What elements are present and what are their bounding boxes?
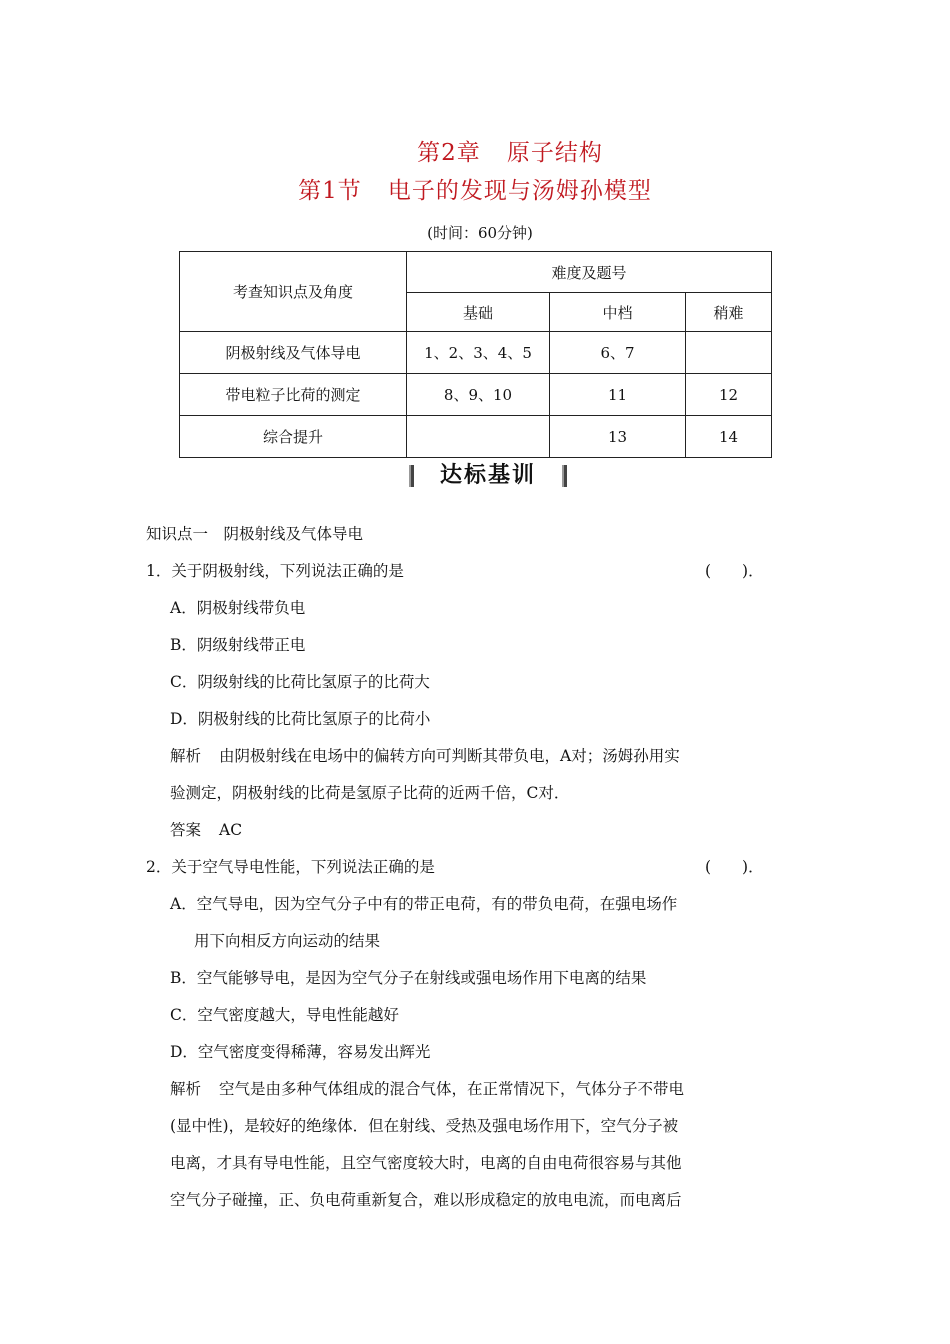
q2-analysis-line-2: (显中性)，是较好的绝缘体．但在射线、受热及强电场作用下，空气分子被 [170,1117,679,1135]
q2-option-a: A．空气导电，因为空气分子中有的带正电荷，有的带负电荷，在强电场作 [170,895,678,913]
q2-stem: 2．关于空气导电性能，下列说法正确的是 [146,858,435,876]
q1-option-a: A．阴极射线带负电 [170,599,306,617]
q2-analysis-line [170,1077,684,1099]
section-banner [0,458,950,489]
q2-option-b: B．空气能够导电，是因为空气分子在射线或强电场作用下电离的结果 [170,969,647,987]
row-hard: 14 [686,416,772,458]
q1-answer: AC [219,821,243,839]
q2-option-a-cont: 用下向相反方向运动的结果 [194,932,381,950]
header-level-basic: 基础 [407,293,550,332]
q1-option-d: D．阴极射线的比荷比氢原子的比荷小 [170,710,431,728]
q1-stem: 1．关于阴极射线，下列说法正确的是 [146,562,404,580]
row-basic: 8、9、10 [407,374,550,416]
q2-analysis-label: 解析 [170,1080,202,1098]
q2-option-c: C．空气密度越大，导电性能越好 [170,1006,399,1024]
q1-analysis-label: 解析 [170,747,202,765]
chapter-name: 原子结构 [506,140,603,166]
banner-bar-left [409,465,414,487]
knowledge-point-heading: 知识点一 阴极射线及气体导电 [146,525,364,543]
chapter-number: 第2章 [417,140,481,166]
q1-analysis-line [170,744,680,766]
row-medium: 11 [550,374,686,416]
row-topic: 带电粒子比荷的测定 [180,374,407,416]
q1-answer-label: 答案 [170,821,202,839]
section-name: 电子的发现与汤姆孙模型 [387,178,652,204]
table-row [180,416,772,458]
banner-bar-right [562,465,567,487]
row-topic: 综合提升 [180,416,407,458]
q2-analysis-text: 空气是由多种气体组成的混合气体，在正常情况下，气体分子不带电 [219,1080,685,1098]
header-level-medium: 中档 [550,293,686,332]
row-medium: 6、7 [550,332,686,374]
q2-analysis-line-4: 空气分子碰撞，正、负电荷重新复合，难以形成稳定的放电电流，而电离后 [170,1191,682,1209]
q2-option-d: D．空气密度变得稀薄，容易发出辉光 [170,1043,431,1061]
banner-text: 达标基训 [439,463,536,488]
row-topic: 阴极射线及气体导电 [180,332,407,374]
q2-answer-blank: ( )． [705,858,764,876]
header-knowledge: 考查知识点及角度 [180,252,407,332]
row-hard [686,332,772,374]
q1-analysis-line-2: 验测定，阴极射线的比荷是氢原子比荷的近两千倍，C对． [170,784,570,802]
header-level-hard: 稍难 [686,293,772,332]
time-note: (时间：60分钟) [427,224,533,242]
section-number: 第1节 [298,178,362,204]
row-hard: 12 [686,374,772,416]
knowledge-table [179,251,772,458]
row-basic: 1、2、3、4、5 [407,332,550,374]
row-medium: 13 [550,416,686,458]
row-basic [407,416,550,458]
q1-answer-line [170,818,242,840]
q1-option-b: B．阴级射线带正电 [170,636,306,654]
header-difficulty: 难度及题号 [407,252,772,293]
chapter-title [0,134,950,167]
table-row [180,374,772,416]
q2-analysis-line-3: 电离，才具有导电性能，且空气密度较大时，电离的自由电荷很容易与其他 [170,1154,682,1172]
section-title [0,172,950,205]
q1-answer-blank: ( )． [705,562,764,580]
q1-option-c: C．阴级射线的比荷比氢原子的比荷大 [170,673,430,691]
q1-analysis-text: 由阴极射线在电场中的偏转方向可判断其带负电，A对；汤姆孙用实 [219,747,680,765]
table-row [180,332,772,374]
